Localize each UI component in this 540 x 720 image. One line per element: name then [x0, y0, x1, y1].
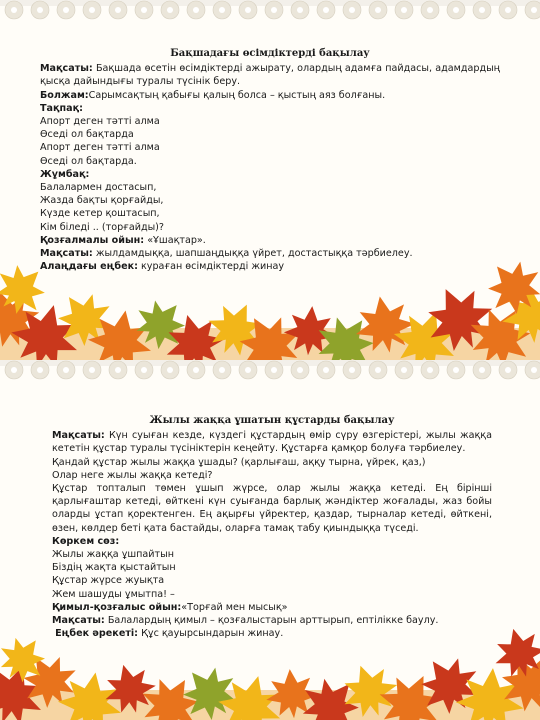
card2-question: Қандай құстар жылы жаққа ұшады? (қарлығаш, аққу тырна, үйрек, қаз,) [52, 456, 426, 468]
card1-goal [40, 62, 500, 88]
card1-game [40, 234, 500, 247]
card1-work-label: Алаңдағы еңбек: [40, 261, 138, 273]
card1-riddle2-line: Күзде кетер қоштасып, [40, 208, 160, 220]
card1-riddle1-line: Өседі ол бақтарда. [40, 155, 137, 167]
card1-goal2 [40, 247, 500, 260]
card2-poem-line: Құстар жүрсе жуықта [52, 575, 165, 587]
card1-riddle2-line: Балалармен достасып, [40, 182, 157, 194]
card1-content [40, 47, 500, 273]
card1-riddle1-label: Тақпақ: [40, 102, 83, 114]
lace-border-top [0, 0, 540, 28]
card1-riddle2-label: Жұмбақ: [40, 168, 90, 180]
card1-game-text: «Ұшақтар». [147, 234, 206, 246]
card2-goal-text: Күн суыған кезде, күздегі құстардың өмір сүру өзгерістері, жылы жаққа кететін құстар туралы түсініктерін кеңейту. Құстарға қамқор болуға тәрбиелеу. [52, 430, 492, 455]
card2-content [52, 414, 492, 640]
card1-goal2-text: жылдамдыққа, шапшаңдыққа үйрет, достастыққа тәрбиелеу. [95, 248, 413, 260]
card2-goal-label: Мақсаты: [52, 430, 105, 442]
card2-goal2 [52, 614, 492, 627]
card1-riddle2-line: Жазда бақты қорғайды, [40, 195, 164, 207]
card1-goal2-label: Мақсаты: [40, 248, 93, 260]
card2-work-label: Еңбек әрекеті: [55, 628, 139, 640]
card2-poem-line: Жылы жаққа ұшпайтын [52, 549, 174, 561]
card1-work [40, 260, 500, 273]
card2-question: Олар неге жылы жаққа кетеді? [52, 469, 213, 481]
activity-card-birds [0, 360, 540, 720]
card1-sign [40, 89, 500, 102]
card2-work [52, 627, 492, 640]
card2-work-text: Құс қауырсындарын жинау. [141, 628, 284, 640]
card2-title: Жылы жаққа ұшатын құстарды бақылау [149, 415, 395, 426]
card2-paragraph: Құстар топталып төмен ұшып жүрсе, олар жылы жаққа кетеді. Ең бірінші қарлығаштар кетеді, өйткені күн суығанда барлық жәндіктер жоғалады, жаз бойы оларды ұстап қоректенген. Ең ақырғы үйректер, қаздар, тырналар кетеді, өйткені, өзен, көлдер беті қата бастайды, оларға тамақ табу қиындыққа түседі. [52, 483, 492, 534]
card1-game-label: Қозғалмалы ойын: [40, 234, 145, 246]
card2-game [52, 601, 492, 614]
card2-poem-line: Біздің жақта қыстайтын [52, 562, 176, 574]
card1-riddle2-line: Кім біледі .. (торғайды)? [40, 221, 164, 233]
card1-riddle1-line: Апорт деген тәтті алма [40, 116, 160, 128]
card2-game-text: «Торғай мен мысық» [181, 601, 288, 613]
card1-sign-text: Сарымсақтың қабығы қалың болса – қыстың аяз болғаны. [88, 89, 386, 101]
card1-title: Бақшадағы өсімдіктерді бақылау [170, 48, 370, 59]
lace-border-top [0, 360, 540, 388]
card2-goal [52, 429, 492, 455]
card2-game-label: Қимыл-қозғалыс ойын: [52, 601, 182, 613]
card1-riddle1-line: Апорт деген тәтті алма [40, 142, 160, 154]
card1-goal-text: Бақшада өсетін өсімдіктерді ажырату, олардың адамға пайдасы, адамдардың қысқа дайындығы туралы түсінік беру. [40, 63, 500, 88]
card1-goal-label: Мақсаты: [40, 63, 93, 75]
card1-work-text: кураған өсімдіктерді жинау [141, 261, 285, 273]
card1-sign-label: Болжам: [40, 89, 89, 101]
card2-poem-line: Жем шашуды ұмытпа! – [52, 588, 175, 600]
card1-riddle1-line: Өседі ол бақтарда [40, 129, 134, 141]
card2-goal2-label: Мақсаты: [52, 615, 105, 627]
card2-poem-label: Көркем сөз: [52, 535, 120, 547]
card2-goal2-text: Балалардың қимыл – қозғалыстарын арттырып, ептілікке баулу. [107, 615, 439, 627]
